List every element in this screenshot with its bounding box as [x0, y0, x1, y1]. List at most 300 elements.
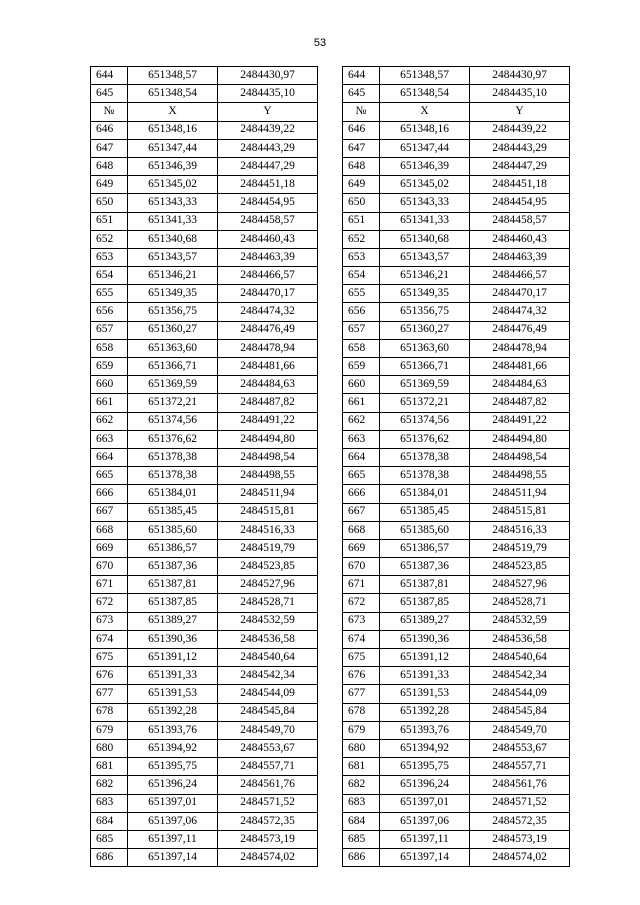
x-coordinate-cell: 651348,54 — [128, 85, 218, 103]
y-coordinate-cell: 2484460,43 — [218, 230, 318, 248]
point-number-cell: 669 — [91, 539, 128, 557]
y-coordinate-cell: 2484549,70 — [218, 721, 318, 739]
column-gap — [318, 594, 343, 612]
point-number-cell: 650 — [343, 194, 380, 212]
column-gap — [318, 521, 343, 539]
x-coordinate-cell: 651386,57 — [380, 539, 470, 557]
y-coordinate-cell: 2484544,09 — [218, 685, 318, 703]
column-gap — [318, 267, 343, 285]
y-coordinate-cell: 2484443,29 — [218, 139, 318, 157]
table-row — [91, 467, 570, 485]
y-coordinate-cell: 2484516,33 — [218, 521, 318, 539]
point-number-cell: 672 — [343, 594, 380, 612]
y-coordinate-cell: 2484540,64 — [218, 649, 318, 667]
point-number-cell: 648 — [343, 157, 380, 175]
y-coordinate-cell: 2484572,35 — [218, 812, 318, 830]
table-row — [91, 721, 570, 739]
x-coordinate-cell: 651369,59 — [128, 376, 218, 394]
point-number-cell: 679 — [343, 721, 380, 739]
point-number-cell: 667 — [343, 503, 380, 521]
header-x: X — [128, 103, 218, 121]
y-coordinate-cell: 2484561,76 — [218, 776, 318, 794]
column-gap — [318, 103, 343, 121]
point-number-cell: 651 — [91, 212, 128, 230]
y-coordinate-cell: 2484487,82 — [470, 394, 570, 412]
point-number-cell: 673 — [343, 612, 380, 630]
y-coordinate-cell: 2484447,29 — [470, 157, 570, 175]
table-row — [91, 212, 570, 230]
table-row — [91, 794, 570, 812]
table-row — [91, 630, 570, 648]
y-coordinate-cell: 2484439,22 — [470, 121, 570, 139]
column-gap — [318, 303, 343, 321]
point-number-cell: 648 — [91, 157, 128, 175]
x-coordinate-cell: 651374,56 — [128, 412, 218, 430]
column-gap — [318, 358, 343, 376]
y-coordinate-cell: 2484573,19 — [470, 830, 570, 848]
y-coordinate-cell: 2484527,96 — [470, 576, 570, 594]
header-number: № — [91, 103, 128, 121]
column-gap — [318, 812, 343, 830]
table-row — [91, 248, 570, 266]
point-number-cell: 668 — [91, 521, 128, 539]
column-gap — [318, 139, 343, 157]
y-coordinate-cell: 2484573,19 — [218, 830, 318, 848]
table-row — [91, 448, 570, 466]
table-row — [91, 139, 570, 157]
point-number-cell: 671 — [343, 576, 380, 594]
point-number-cell: 651 — [343, 212, 380, 230]
x-coordinate-cell: 651343,57 — [128, 248, 218, 266]
point-number-cell: 664 — [343, 448, 380, 466]
x-coordinate-cell: 651394,92 — [128, 739, 218, 757]
y-coordinate-cell: 2484435,10 — [218, 85, 318, 103]
table-row — [91, 594, 570, 612]
point-number-cell: 677 — [91, 685, 128, 703]
point-number-cell: 686 — [91, 849, 128, 867]
x-coordinate-cell: 651349,35 — [128, 285, 218, 303]
x-coordinate-cell: 651397,06 — [128, 812, 218, 830]
x-coordinate-cell: 651392,28 — [380, 703, 470, 721]
y-coordinate-cell: 2484474,32 — [218, 303, 318, 321]
y-coordinate-cell: 2484542,34 — [218, 667, 318, 685]
y-coordinate-cell: 2484511,94 — [470, 485, 570, 503]
y-coordinate-cell: 2484545,84 — [218, 703, 318, 721]
point-number-cell: 684 — [91, 812, 128, 830]
column-gap — [318, 758, 343, 776]
column-gap — [318, 721, 343, 739]
point-number-cell: 666 — [343, 485, 380, 503]
column-gap — [318, 194, 343, 212]
x-coordinate-cell: 651374,56 — [380, 412, 470, 430]
point-number-cell: 678 — [343, 703, 380, 721]
x-coordinate-cell: 651385,45 — [128, 503, 218, 521]
y-coordinate-cell: 2484574,02 — [218, 849, 318, 867]
y-coordinate-cell: 2484443,29 — [470, 139, 570, 157]
y-coordinate-cell: 2484454,95 — [470, 194, 570, 212]
point-number-cell: 673 — [91, 612, 128, 630]
x-coordinate-cell: 651346,21 — [380, 267, 470, 285]
y-coordinate-cell: 2484487,82 — [218, 394, 318, 412]
x-coordinate-cell: 651396,24 — [380, 776, 470, 794]
y-coordinate-cell: 2484519,79 — [218, 539, 318, 557]
column-gap — [318, 285, 343, 303]
x-coordinate-cell: 651393,76 — [380, 721, 470, 739]
point-number-cell: 646 — [91, 121, 128, 139]
table-row — [91, 230, 570, 248]
x-coordinate-cell: 651389,27 — [380, 612, 470, 630]
header-number: № — [343, 103, 380, 121]
column-gap — [318, 794, 343, 812]
header-x: X — [380, 103, 470, 121]
y-coordinate-cell: 2484532,59 — [470, 612, 570, 630]
table-row — [91, 430, 570, 448]
column-gap — [318, 412, 343, 430]
point-number-cell: 674 — [343, 630, 380, 648]
y-coordinate-cell: 2484532,59 — [218, 612, 318, 630]
column-gap — [318, 667, 343, 685]
point-number-cell: 681 — [343, 758, 380, 776]
y-coordinate-cell: 2484549,70 — [470, 721, 570, 739]
table-row — [91, 267, 570, 285]
y-coordinate-cell: 2484466,57 — [218, 267, 318, 285]
x-coordinate-cell: 651391,33 — [380, 667, 470, 685]
point-number-cell: 686 — [343, 849, 380, 867]
x-coordinate-cell: 651394,92 — [380, 739, 470, 757]
point-number-cell: 655 — [343, 285, 380, 303]
table-row — [91, 85, 570, 103]
x-coordinate-cell: 651387,81 — [128, 576, 218, 594]
point-number-cell: 672 — [91, 594, 128, 612]
y-coordinate-cell: 2484470,17 — [218, 285, 318, 303]
y-coordinate-cell: 2484460,43 — [470, 230, 570, 248]
y-coordinate-cell: 2484574,02 — [470, 849, 570, 867]
x-coordinate-cell: 651346,39 — [380, 157, 470, 175]
y-coordinate-cell: 2484572,35 — [470, 812, 570, 830]
point-number-cell: 649 — [343, 176, 380, 194]
table-row — [91, 830, 570, 848]
point-number-cell: 657 — [91, 321, 128, 339]
y-coordinate-cell: 2484447,29 — [218, 157, 318, 175]
column-gap — [318, 849, 343, 867]
point-number-cell: 668 — [343, 521, 380, 539]
x-coordinate-cell: 651386,57 — [128, 539, 218, 557]
y-coordinate-cell: 2484474,32 — [470, 303, 570, 321]
point-number-cell: 674 — [91, 630, 128, 648]
x-coordinate-cell: 651356,75 — [380, 303, 470, 321]
header-y: Y — [218, 103, 318, 121]
column-gap — [318, 703, 343, 721]
y-coordinate-cell: 2484511,94 — [218, 485, 318, 503]
y-coordinate-cell: 2484470,17 — [470, 285, 570, 303]
column-gap — [318, 739, 343, 757]
y-coordinate-cell: 2484454,95 — [218, 194, 318, 212]
x-coordinate-cell: 651348,54 — [380, 85, 470, 103]
y-coordinate-cell: 2484481,66 — [218, 358, 318, 376]
table-row — [91, 849, 570, 867]
table-row — [91, 776, 570, 794]
x-coordinate-cell: 651385,45 — [380, 503, 470, 521]
x-coordinate-cell: 651348,57 — [128, 67, 218, 85]
x-coordinate-cell: 651376,62 — [128, 430, 218, 448]
y-coordinate-cell: 2484516,33 — [470, 521, 570, 539]
x-coordinate-cell: 651363,60 — [128, 339, 218, 357]
x-coordinate-cell: 651372,21 — [128, 394, 218, 412]
column-gap — [318, 430, 343, 448]
y-coordinate-cell: 2484523,85 — [218, 558, 318, 576]
table-row — [91, 194, 570, 212]
y-coordinate-cell: 2484571,52 — [470, 794, 570, 812]
x-coordinate-cell: 651390,36 — [128, 630, 218, 648]
y-coordinate-cell: 2484491,22 — [218, 412, 318, 430]
point-number-cell: 658 — [343, 339, 380, 357]
y-coordinate-cell: 2484519,79 — [470, 539, 570, 557]
y-coordinate-cell: 2484527,96 — [218, 576, 318, 594]
point-number-cell: 662 — [343, 412, 380, 430]
point-number-cell: 653 — [343, 248, 380, 266]
y-coordinate-cell: 2484476,49 — [218, 321, 318, 339]
point-number-cell: 661 — [91, 394, 128, 412]
x-coordinate-cell: 651360,27 — [128, 321, 218, 339]
table-row — [91, 667, 570, 685]
y-coordinate-cell: 2484515,81 — [218, 503, 318, 521]
point-number-cell: 665 — [91, 467, 128, 485]
y-coordinate-cell: 2484494,80 — [218, 430, 318, 448]
point-number-cell: 665 — [343, 467, 380, 485]
y-coordinate-cell: 2484430,97 — [218, 67, 318, 85]
point-number-cell: 650 — [91, 194, 128, 212]
x-coordinate-cell: 651341,33 — [128, 212, 218, 230]
table-row — [91, 558, 570, 576]
x-coordinate-cell: 651393,76 — [128, 721, 218, 739]
column-gap — [318, 230, 343, 248]
column-gap — [318, 157, 343, 175]
y-coordinate-cell: 2484498,54 — [218, 448, 318, 466]
table-row — [91, 285, 570, 303]
table-row — [91, 758, 570, 776]
table-row — [91, 358, 570, 376]
x-coordinate-cell: 651397,01 — [128, 794, 218, 812]
x-coordinate-cell: 651395,75 — [128, 758, 218, 776]
y-coordinate-cell: 2484528,71 — [470, 594, 570, 612]
table-row — [91, 394, 570, 412]
x-coordinate-cell: 651397,14 — [380, 849, 470, 867]
point-number-cell: 656 — [91, 303, 128, 321]
table-row — [91, 503, 570, 521]
y-coordinate-cell: 2484545,84 — [470, 703, 570, 721]
point-number-cell: 654 — [343, 267, 380, 285]
y-coordinate-cell: 2484536,58 — [470, 630, 570, 648]
point-number-cell: 644 — [343, 67, 380, 85]
coordinates-table — [90, 66, 570, 867]
point-number-cell: 660 — [91, 376, 128, 394]
x-coordinate-cell: 651343,33 — [380, 194, 470, 212]
point-number-cell: 683 — [91, 794, 128, 812]
y-coordinate-cell: 2484498,55 — [470, 467, 570, 485]
column-gap — [318, 248, 343, 266]
y-coordinate-cell: 2484557,71 — [218, 758, 318, 776]
coordinates-table-body — [91, 67, 570, 867]
point-number-cell: 644 — [91, 67, 128, 85]
x-coordinate-cell: 651395,75 — [380, 758, 470, 776]
point-number-cell: 658 — [91, 339, 128, 357]
x-coordinate-cell: 651391,53 — [380, 685, 470, 703]
y-coordinate-cell: 2484571,52 — [218, 794, 318, 812]
y-coordinate-cell: 2484557,71 — [470, 758, 570, 776]
x-coordinate-cell: 651390,36 — [380, 630, 470, 648]
column-gap — [318, 448, 343, 466]
x-coordinate-cell: 651384,01 — [128, 485, 218, 503]
page-number: 53 — [313, 37, 327, 49]
table-row — [91, 649, 570, 667]
x-coordinate-cell: 651392,28 — [128, 703, 218, 721]
point-number-cell: 646 — [343, 121, 380, 139]
table-row — [91, 812, 570, 830]
point-number-cell: 653 — [91, 248, 128, 266]
x-coordinate-cell: 651387,36 — [128, 558, 218, 576]
point-number-cell: 670 — [91, 558, 128, 576]
y-coordinate-cell: 2484515,81 — [470, 503, 570, 521]
y-coordinate-cell: 2484540,64 — [470, 649, 570, 667]
point-number-cell: 678 — [91, 703, 128, 721]
point-number-cell: 663 — [91, 430, 128, 448]
column-gap — [318, 685, 343, 703]
x-coordinate-cell: 651346,39 — [128, 157, 218, 175]
point-number-cell: 647 — [343, 139, 380, 157]
point-number-cell: 660 — [343, 376, 380, 394]
x-coordinate-cell: 651397,14 — [128, 849, 218, 867]
column-gap — [318, 576, 343, 594]
column-gap — [318, 67, 343, 85]
column-gap — [318, 467, 343, 485]
point-number-cell: 684 — [343, 812, 380, 830]
table-row — [91, 576, 570, 594]
point-number-cell: 645 — [343, 85, 380, 103]
x-coordinate-cell: 651378,38 — [380, 467, 470, 485]
point-number-cell: 664 — [91, 448, 128, 466]
x-coordinate-cell: 651360,27 — [380, 321, 470, 339]
point-number-cell: 645 — [91, 85, 128, 103]
x-coordinate-cell: 651384,01 — [380, 485, 470, 503]
table-row — [91, 121, 570, 139]
x-coordinate-cell: 651385,60 — [128, 521, 218, 539]
x-coordinate-cell: 651387,85 — [380, 594, 470, 612]
y-coordinate-cell: 2484542,34 — [470, 667, 570, 685]
x-coordinate-cell: 651397,11 — [380, 830, 470, 848]
column-gap — [318, 121, 343, 139]
y-coordinate-cell: 2484498,54 — [470, 448, 570, 466]
point-number-cell: 680 — [91, 739, 128, 757]
x-coordinate-cell: 651378,38 — [128, 467, 218, 485]
x-coordinate-cell: 651346,21 — [128, 267, 218, 285]
x-coordinate-cell: 651345,02 — [380, 176, 470, 194]
x-coordinate-cell: 651397,01 — [380, 794, 470, 812]
point-number-cell: 666 — [91, 485, 128, 503]
y-coordinate-cell: 2484491,22 — [470, 412, 570, 430]
table-row — [91, 176, 570, 194]
point-number-cell: 671 — [91, 576, 128, 594]
point-number-cell: 657 — [343, 321, 380, 339]
x-coordinate-cell: 651378,38 — [380, 448, 470, 466]
x-coordinate-cell: 651378,38 — [128, 448, 218, 466]
column-gap — [318, 630, 343, 648]
column-gap — [318, 776, 343, 794]
table-row — [91, 376, 570, 394]
y-coordinate-cell: 2484523,85 — [470, 558, 570, 576]
column-gap — [318, 558, 343, 576]
point-number-cell: 682 — [343, 776, 380, 794]
table-row — [91, 321, 570, 339]
y-coordinate-cell: 2484451,18 — [218, 176, 318, 194]
point-number-cell: 659 — [91, 358, 128, 376]
y-coordinate-cell: 2484484,63 — [218, 376, 318, 394]
point-number-cell: 675 — [91, 649, 128, 667]
table-row — [91, 685, 570, 703]
x-coordinate-cell: 651396,24 — [128, 776, 218, 794]
point-number-cell: 649 — [91, 176, 128, 194]
y-coordinate-cell: 2484451,18 — [470, 176, 570, 194]
column-gap — [318, 394, 343, 412]
header-y: Y — [470, 103, 570, 121]
y-coordinate-cell: 2484494,80 — [470, 430, 570, 448]
x-coordinate-cell: 651391,12 — [380, 649, 470, 667]
x-coordinate-cell: 651366,71 — [380, 358, 470, 376]
point-number-cell: 685 — [91, 830, 128, 848]
x-coordinate-cell: 651369,59 — [380, 376, 470, 394]
x-coordinate-cell: 651376,62 — [380, 430, 470, 448]
column-gap — [318, 212, 343, 230]
point-number-cell: 655 — [91, 285, 128, 303]
y-coordinate-cell: 2484544,09 — [470, 685, 570, 703]
x-coordinate-cell: 651345,02 — [128, 176, 218, 194]
table-row — [91, 339, 570, 357]
column-gap — [318, 176, 343, 194]
table-row — [91, 412, 570, 430]
point-number-cell: 667 — [91, 503, 128, 521]
point-number-cell: 669 — [343, 539, 380, 557]
point-number-cell: 685 — [343, 830, 380, 848]
x-coordinate-cell: 651385,60 — [380, 521, 470, 539]
x-coordinate-cell: 651343,57 — [380, 248, 470, 266]
y-coordinate-cell: 2484466,57 — [470, 267, 570, 285]
y-coordinate-cell: 2484435,10 — [470, 85, 570, 103]
x-coordinate-cell: 651347,44 — [128, 139, 218, 157]
table-row — [91, 157, 570, 175]
y-coordinate-cell: 2484463,39 — [218, 248, 318, 266]
x-coordinate-cell: 651372,21 — [380, 394, 470, 412]
column-gap — [318, 830, 343, 848]
x-coordinate-cell: 651340,68 — [380, 230, 470, 248]
y-coordinate-cell: 2484561,76 — [470, 776, 570, 794]
point-number-cell: 661 — [343, 394, 380, 412]
column-gap — [318, 339, 343, 357]
x-coordinate-cell: 651391,33 — [128, 667, 218, 685]
x-coordinate-cell: 651343,33 — [128, 194, 218, 212]
column-gap — [318, 376, 343, 394]
column-gap — [318, 485, 343, 503]
column-gap — [318, 539, 343, 557]
x-coordinate-cell: 651347,44 — [380, 139, 470, 157]
x-coordinate-cell: 651366,71 — [128, 358, 218, 376]
point-number-cell: 662 — [91, 412, 128, 430]
table-row — [91, 739, 570, 757]
x-coordinate-cell: 651391,12 — [128, 649, 218, 667]
table-row — [91, 485, 570, 503]
y-coordinate-cell: 2484536,58 — [218, 630, 318, 648]
header-row — [91, 103, 570, 121]
point-number-cell: 675 — [343, 649, 380, 667]
point-number-cell: 656 — [343, 303, 380, 321]
